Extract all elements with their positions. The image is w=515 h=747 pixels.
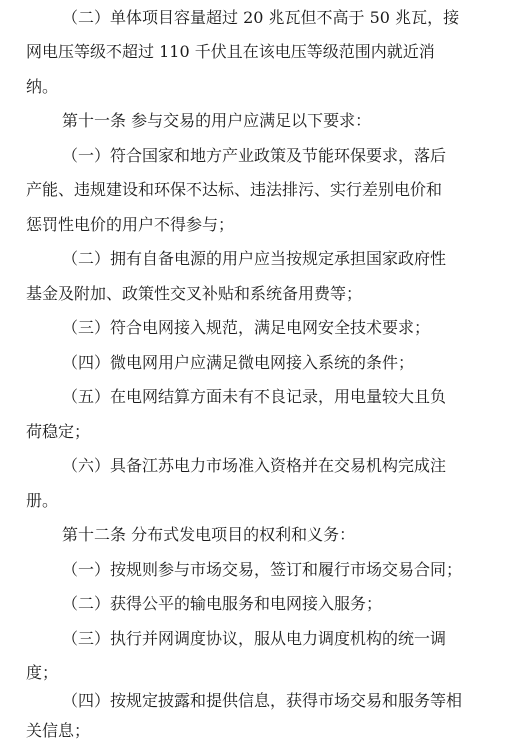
paragraph-line	[0, 72, 515, 102]
line-text: （二）单体项目容量超过 20 兆瓦但不高于 50 兆瓦，接	[62, 8, 460, 27]
line-text: 度；	[26, 663, 59, 682]
paragraph-line	[0, 589, 515, 619]
paragraph-line	[0, 451, 515, 481]
line-text: 第十二条 分布式发电项目的权利和义务：	[62, 525, 356, 544]
paragraph-line	[0, 3, 515, 33]
paragraph-line	[0, 555, 515, 585]
line-text: （五）在电网结算方面未有不良记录，用电量较大且负	[62, 387, 447, 406]
line-text: 册。	[26, 491, 59, 510]
line-text: （四）微电网用户应满足微电网接入系统的条件；	[62, 353, 415, 372]
paragraph-line	[0, 175, 515, 205]
line-text: （二）拥有自备电源的用户应当按规定承担国家政府性	[62, 249, 447, 268]
line-text: 关信息；	[26, 721, 91, 740]
article-heading	[0, 520, 515, 550]
line-text: 网电压等级不超过 110 千伏且在该电压等级范围内就近消	[26, 42, 435, 61]
paragraph-line	[0, 716, 515, 746]
line-text: 第十一条 参与交易的用户应满足以下要求：	[62, 111, 372, 130]
line-text: 惩罚性电价的用户不得参与；	[26, 215, 235, 234]
line-text: 纳。	[26, 77, 59, 96]
line-text: （三）执行并网调度协议，服从电力调度机构的统一调	[62, 629, 447, 648]
paragraph-line	[0, 313, 515, 343]
line-text: （一）按规则参与市场交易，签订和履行市场交易合同；	[62, 560, 463, 579]
line-text: （四）按规定披露和提供信息，获得市场交易和服务等相	[62, 691, 463, 710]
paragraph-line	[0, 348, 515, 378]
paragraph-line	[0, 686, 515, 716]
paragraph-line	[0, 624, 515, 654]
line-text: （三）符合电网接入规范，满足电网安全技术要求；	[62, 318, 431, 337]
paragraph-line	[0, 417, 515, 447]
paragraph-line	[0, 279, 515, 309]
line-text: （二）获得公平的输电服务和电网接入服务；	[62, 594, 383, 613]
line-text: 荷稳定；	[26, 422, 91, 441]
paragraph-line	[0, 244, 515, 274]
line-text: （一）符合国家和地方产业政策及节能环保要求，落后	[62, 146, 447, 165]
paragraph-line	[0, 486, 515, 516]
line-text: 基金及附加、政策性交叉补贴和系统备用费等；	[26, 284, 363, 303]
article-heading	[0, 106, 515, 136]
paragraph-line	[0, 382, 515, 412]
paragraph-line	[0, 658, 515, 688]
paragraph-line	[0, 210, 515, 240]
paragraph-line	[0, 141, 515, 171]
paragraph-line	[0, 37, 515, 67]
line-text: 产能、违规建设和环保不达标、违法排污、实行差别电价和	[26, 180, 443, 199]
line-text: （六）具备江苏电力市场准入资格并在交易机构完成注	[62, 456, 447, 475]
